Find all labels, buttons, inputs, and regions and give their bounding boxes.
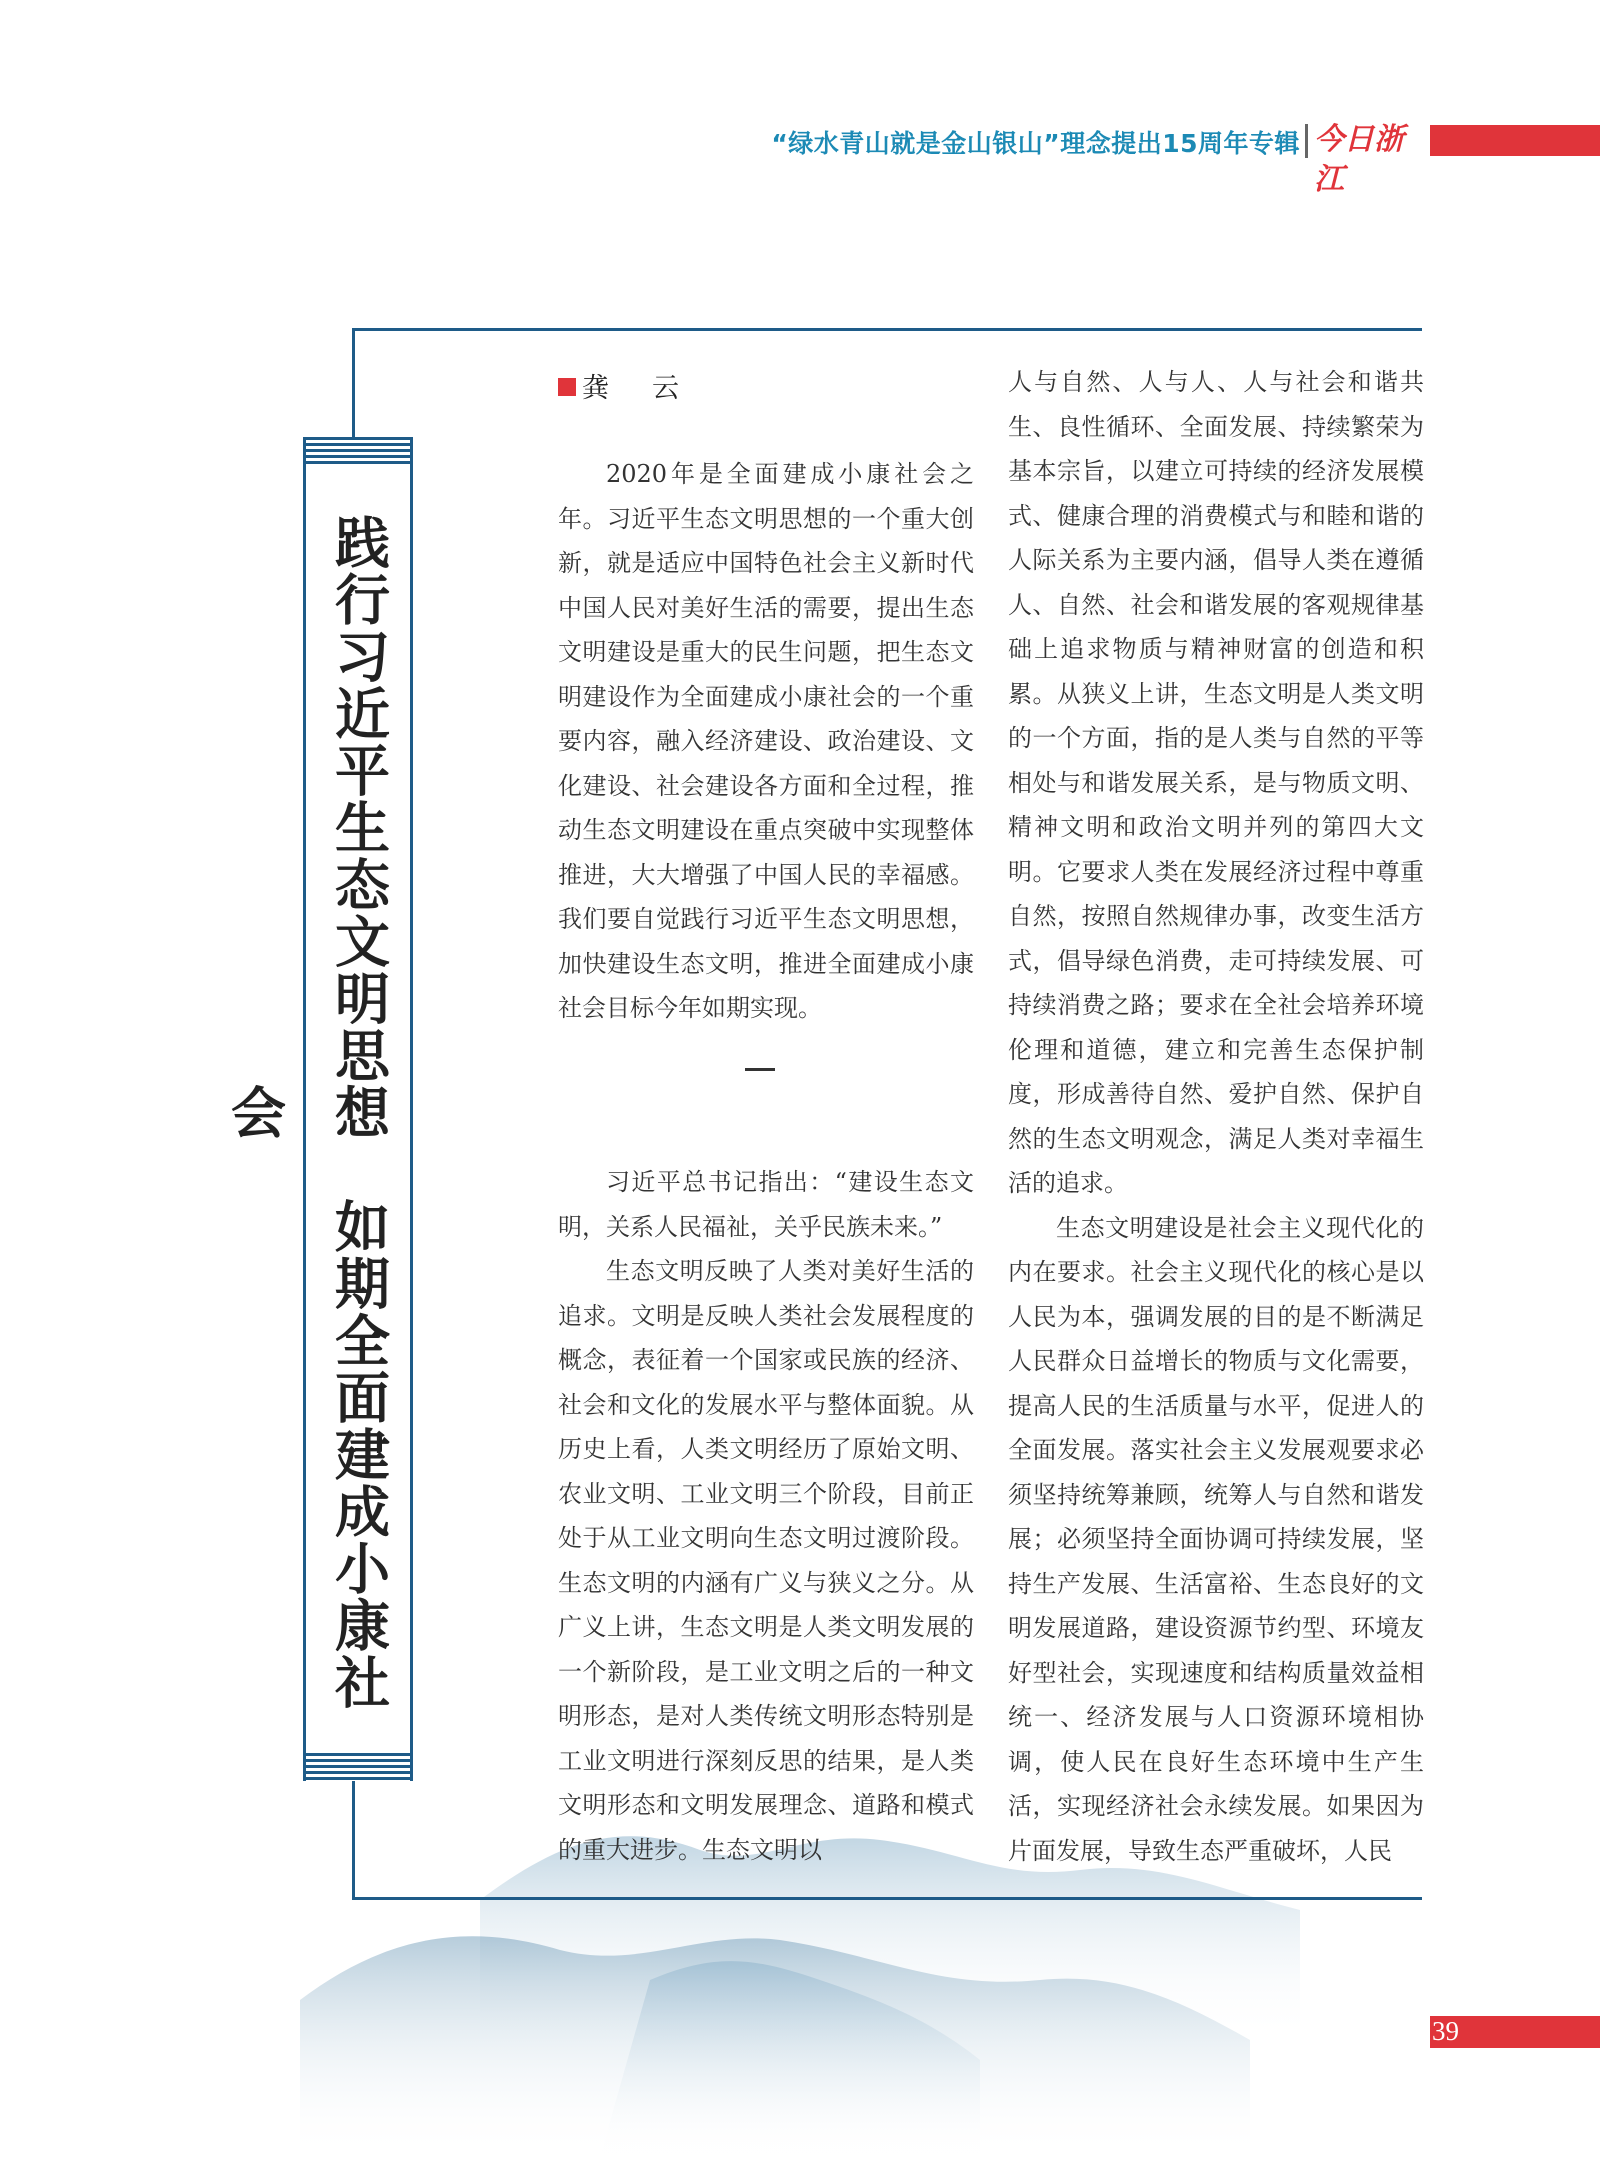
- page-number: 39: [1432, 2016, 1459, 2046]
- author-name: 龚 云: [582, 373, 687, 404]
- intro-paragraph-block: [558, 452, 974, 1031]
- title-part-2: 如期全面建成小康社会: [222, 1083, 391, 1711]
- frame-bottom-line: [352, 1897, 1422, 1900]
- paragraph-quote: 习近平总书记指出：“建设生态文明，关系人民福祉，关乎民族未来。”: [558, 1168, 974, 1241]
- title-part-1: 践行习近平生态文明思想: [326, 513, 391, 1141]
- red-square-icon: [558, 378, 576, 396]
- title-gap: [326, 1141, 391, 1198]
- header-red-bar: [1430, 125, 1600, 156]
- intro-paragraph: 2020年是全面建成小康社会之年。习近平生态文明思想的一个重大创新，就是适应中国特色社会主义新时代中国人民对美好生活的需要，提出生态文明建设是重大的民生问题，把生态文明建设作为全面建成小康社会的一个重要内容，融入经济建设、政治建设、文化建设、社会建设各方面和全过程，推动生态文明建设在重点突破中实现整体推进，大大增强了中国人民的幸福感。我们要自觉践行习近平生态文明思想，加快建设生态文明，推进全面建成小康社会目标今年如期实现。: [558, 460, 974, 1022]
- section-number: [745, 1068, 775, 1071]
- paragraph-continued: 人与自然、人与人、人与社会和谐共生、良性循环、全面发展、持续繁荣为基本宗旨，以建立可持续的经济发展模式、健康合理的消费模式与和睦和谐的人际关系为主要内涵，倡导人类在遵循人、自然、社会和谐发展的客观规律基础上追求物质与精神财富的创造和积累。从狭义上讲，生态文明是人类文明的一个方面，指的是人类与自然的平等相处与和谐发展关系，是与物质文明、精神文明和政治文明并列的第四大文明。它要求人类在发展经济过程中尊重自然，按照自然规律办事，改变生活方式，倡导绿色消费，走可持续发展、可持续消费之路；要求在全社会培养环境伦理和道德，建立和完善生态保护制度，形成善待自然、爱护自然、保护自然的生态文明观念，满足人类对幸福生活的追求。: [1008, 368, 1424, 1197]
- column-2-body: [1008, 360, 1424, 1873]
- column-1-body: [558, 1160, 974, 1872]
- title-stripes-bottom: [306, 1753, 410, 1781]
- paragraph-modernization: 生态文明建设是社会主义现代化的内在要求。社会主义现代化的核心是以人民为本，强调发展的目的是不断满足人民群众日益增长的物质与文化需要，提高人民的生活质量与水平，促进人的全面发展。落实社会主义发展观要求必须坚持统筹兼顾，统筹人与自然和谐发展；必须坚持全面协调可持续发展，坚持生产发展、生活富裕、生态良好的文明发展道路，建设资源节约型、环境友好型社会，实现速度和结构质量效益相统一、经济发展与人口资源环境相协调，使人民在良好生态环境中生产生活，实现经济社会永续发展。如果因为片面发展，导致生态严重破坏，人民: [1008, 1213, 1424, 1865]
- title-stripes-top: [306, 437, 410, 465]
- frame-top-line: [352, 328, 1422, 331]
- special-issue-header: “绿水青山就是金山银山”理念提出15周年专辑: [771, 129, 1300, 158]
- magazine-logo: 今日浙江: [1314, 122, 1404, 197]
- paragraph-ecological-civilization: 生态文明反映了人类对美好生活的追求。文明是反映人类社会发展程度的概念，表征着一个国家或民族的经济、社会和文化的发展水平与整体面貌。从历史上看，人类文明经历了原始文明、农业文明、工业文明三个阶段，目前正处于从工业文明向生态文明过渡阶段。生态文明的内涵有广义与狭义之分。从广义上讲，生态文明是人类文明发展的一个新阶段，是工业文明之后的一种文明形态，是对人类传统文明形态特别是工业文明进行深刻反思的结果，是人类文明形态和文明发展理念、道路和模式的重大进步。生态文明以: [558, 1257, 974, 1864]
- header-separator: [1305, 124, 1308, 158]
- article-title: [222, 497, 410, 1727]
- author-byline: [558, 366, 687, 405]
- article-title-panel: [222, 437, 413, 1781]
